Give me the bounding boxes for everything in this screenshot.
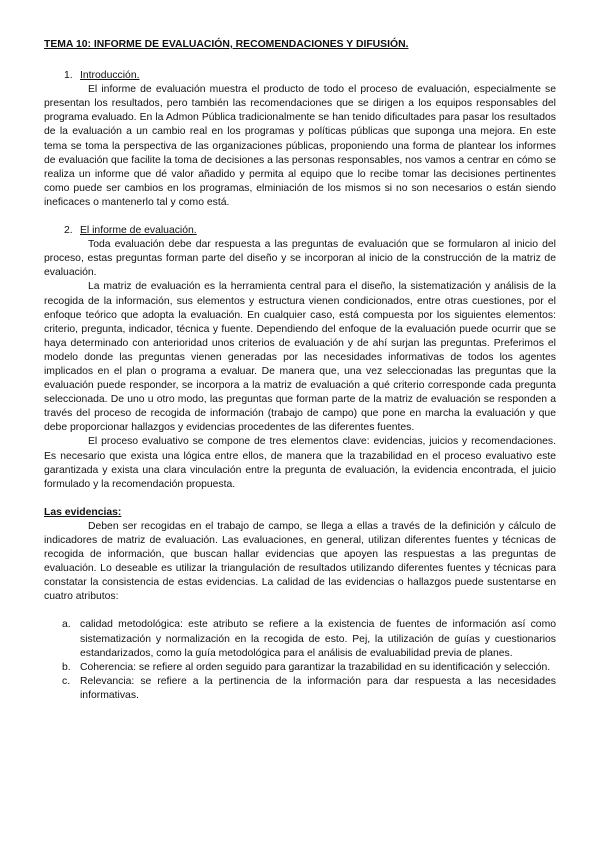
attribute-name: Coherencia xyxy=(80,661,134,673)
list-letter: a. xyxy=(62,619,71,631)
section-introduccion xyxy=(44,69,556,210)
section-informe xyxy=(44,224,556,492)
paragraph: La matriz de evaluación es la herramienta central para el diseño, la sistematización y análisis de la recogida de la información, sus elementos y estructura vienen condicionados, entre otras cuestiones, por el enfoque teórico que adopta la evaluación. En cualquier caso, está compuesta por los siguientes elementos: criterio, pregunta, indicador, técnica y fuente. Dependiendo del enfoque de la evaluación puede ocurrir que se haya determinado con anterioridad unos criterios de evaluación y de ahí surjan las preguntas. Preferimos el modelo donde las preguntas vienen generadas por las necesidades informativas de todos los agentes implicados en el plan o programa a evaluar. De manera que, una vez seleccionadas las preguntas que la evaluación puede responder, se incorpora a la matriz de evaluación a qué criterio corresponde cada pregunta seleccionada. De uno u otro modo, las preguntas que forman parte de la matriz de evaluación se responden a través del proceso de recogida de información (trabajo de campo) que pone en marcha la evaluación y que debe proporcionar hallazgos y evidencias procedentes de las diferentes fuentes. xyxy=(44,281,556,434)
section-title: El informe de evaluación. xyxy=(80,225,197,237)
list-letter: c. xyxy=(62,675,71,687)
section-number: 2. xyxy=(64,225,73,237)
spacer xyxy=(44,210,556,224)
paragraph: El informe de evaluación muestra el producto de todo el proceso de evaluación, especialmente se presentan los resultados, pero también las recomendaciones que se dirigen a los equipos responsables del programa evaluado. En la Admon Pública tradicionalmente se han tenido dificultades para pasar los resultados de la evaluación a un cambio real en los programas y políticas públicas que suponga una mejora. En este tema se toma la perspectiva de las organizaciones públicas, proponiendo una forma de plantear los informes de evaluación que facilite la toma de decisiones a las personas responsables, nos vamos a centrar en cómo se realiza un informe que dé valor añadido y permita al equipo que lo recibe tomar las decisiones pertinentes como puede ser cambios en los programas, elminiación de los mismos si no son necesarios o están siendo ineficaces o mantenerlo tal y como está. xyxy=(44,84,556,208)
section-title: Introducción. xyxy=(80,70,140,82)
evidencias-heading: Las evidencias: xyxy=(44,506,122,518)
list-item-text xyxy=(80,661,556,675)
section-heading xyxy=(64,224,556,238)
list-item xyxy=(44,661,556,675)
list-item-text xyxy=(80,675,556,703)
spacer xyxy=(44,604,556,618)
attribute-description: : este atributo se refiere a la existencia de fuentes de información así como sistematización y normalización en la recogida de esto. Pej, la utilización de guías y cuestionarios estandarizados, como la guía metodológica para el análisis de evaluabilidad previa de planes. xyxy=(80,619,556,659)
list-item xyxy=(44,618,556,660)
spacer xyxy=(44,492,556,506)
attribute-name: calidad metodológica xyxy=(80,619,180,631)
document-title: TEMA 10: INFORME DE EVALUACIÓN, RECOMENDACIONES Y DIFUSIÓN. xyxy=(44,39,409,50)
paragraph: Toda evaluación debe dar respuesta a las preguntas de evaluación que se formularon al inicio del proceso, estas preguntas forman parte del diseño y se incorporan al inicio de la construcción de la matriz de evaluación. xyxy=(44,239,556,279)
list-item xyxy=(44,675,556,703)
paragraph: El proceso evaluativo se compone de tres elementos clave: evidencias, juicios y recomendaciones. Es necesario que exista una lógica entre ellos, de manera que la trazabilidad en el proceso evaluativo este garantizada y exista una clara vinculación entre la pregunta de evaluación, la evidencia encontrada, el juicio formulado y la recomendación propuesta. xyxy=(44,436,556,490)
attribute-name: Relevancia xyxy=(80,675,132,687)
list-letter: b. xyxy=(62,661,71,673)
attribute-description: : se refiere al orden seguido para garantizar la trazabilidad en su identificación y selección. xyxy=(133,661,551,673)
section-number: 1. xyxy=(64,70,73,82)
section-heading xyxy=(64,69,556,83)
attribute-list xyxy=(44,618,556,703)
section-evidencias xyxy=(44,506,556,703)
list-item-text xyxy=(80,618,556,660)
attribute-description: : se refiere a la pertinencia de la información para dar respuesta a las necesidades informativas. xyxy=(80,675,556,701)
paragraph: Deben ser recogidas en el trabajo de campo, se llega a ellas a través de la definición y cálculo de indicadores de matriz de evaluación. Las evaluaciones, en general, utilizan diferentes fuentes y técnicas de recogida de información, que buscan hallar evidencias que apoyen las respuestas a las preguntas de evaluación. Lo deseable es utilizar la triangulación de resultados utilizando diferentes fuentes y técnicas para constatar la consistencia de estas evidencias. La calidad de las evidencias o hallazgos puede sustentarse en cuatro atributos: xyxy=(44,520,556,603)
